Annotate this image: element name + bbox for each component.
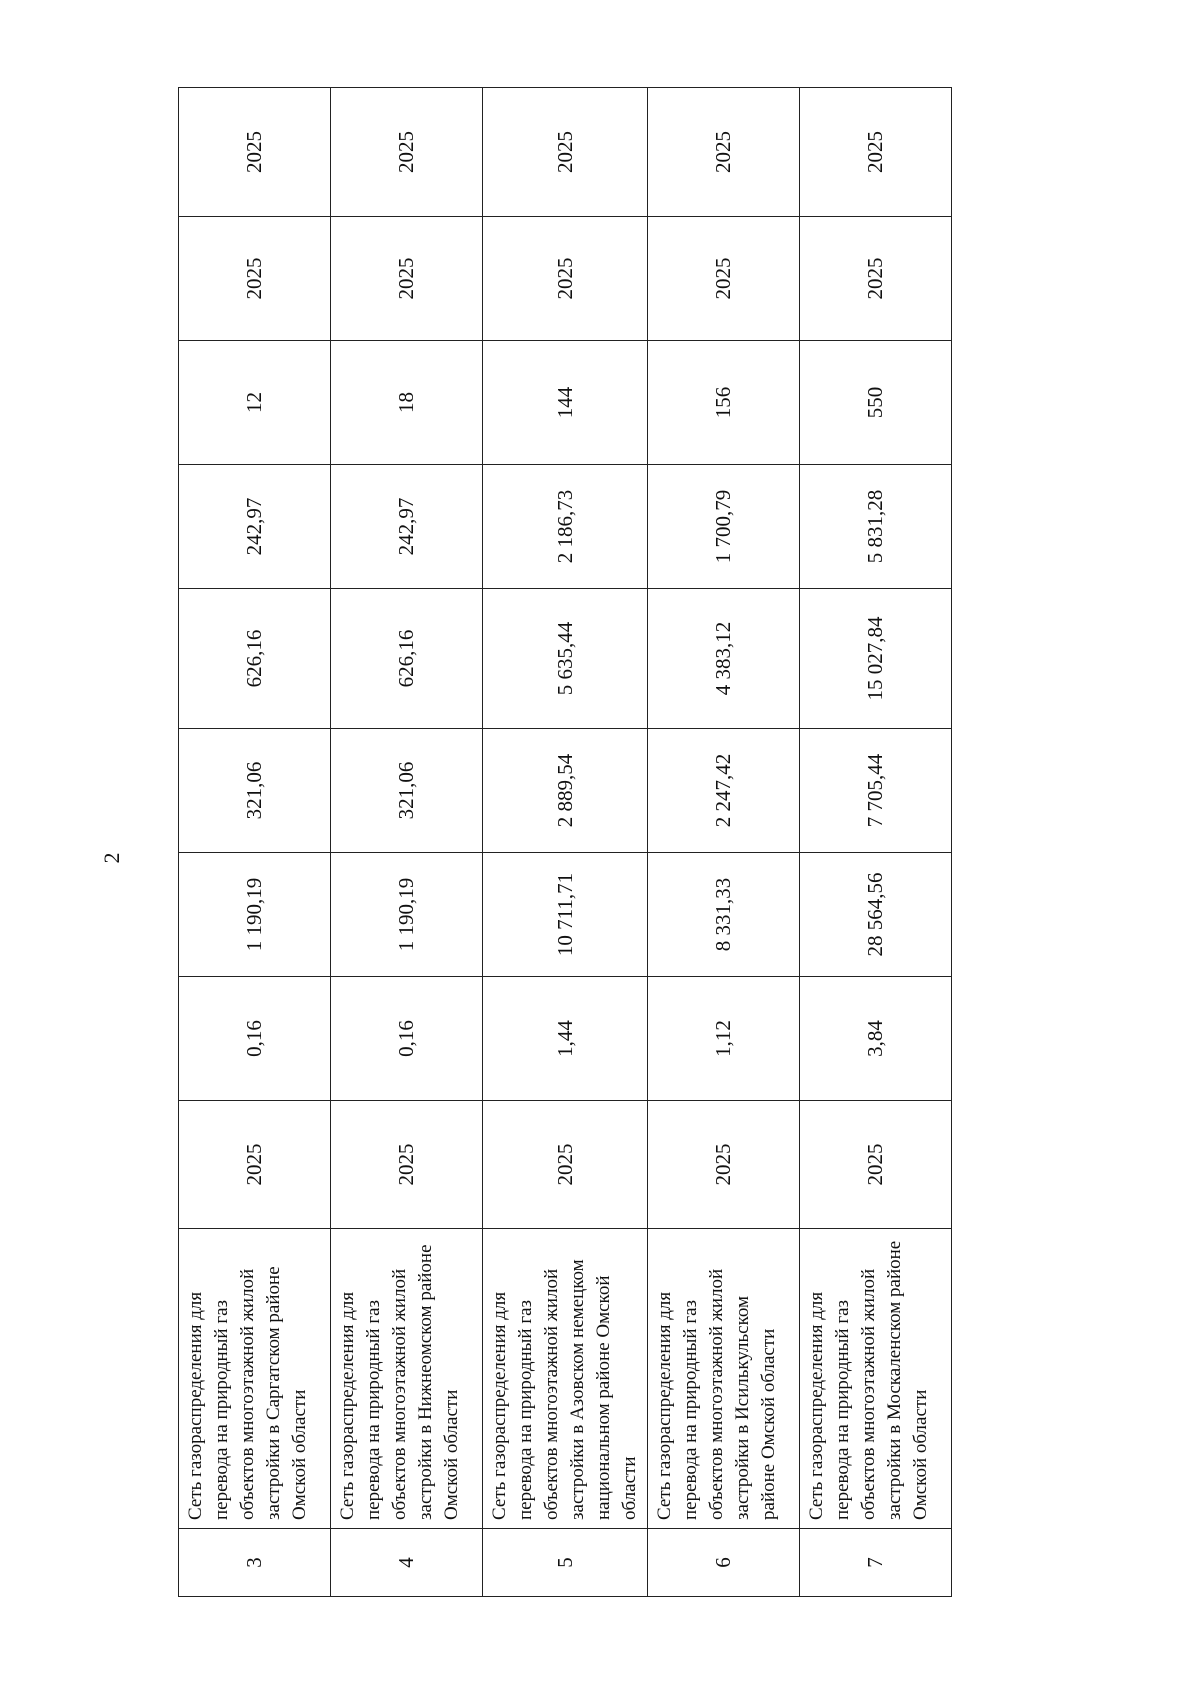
cell-c5: 1 700,79 bbox=[648, 465, 800, 589]
cell-c5: 242,97 bbox=[179, 465, 331, 589]
cell-c5: 242,97 bbox=[331, 465, 483, 589]
cell-c4: 626,16 bbox=[331, 589, 483, 729]
cell-c3: 7 705,44 bbox=[800, 729, 952, 853]
cell-c4: 626,16 bbox=[179, 589, 331, 729]
cell-c2: 8 331,33 bbox=[648, 853, 800, 977]
table-row bbox=[483, 88, 648, 1597]
table-row bbox=[331, 88, 483, 1597]
cell-c7: 2025 bbox=[648, 217, 800, 341]
cell-c3: 2 247,42 bbox=[648, 729, 800, 853]
cell-n: 5 bbox=[483, 1529, 648, 1597]
cell-c1: 1,12 bbox=[648, 977, 800, 1101]
cell-c4: 15 027,84 bbox=[800, 589, 952, 729]
cell-desc: Сеть газораспределения для перевода на природный газ объектов многоэтажной жилой застройки в Исилькульском районе Омской области bbox=[648, 1229, 800, 1529]
cell-c6: 156 bbox=[648, 341, 800, 465]
cell-year: 2025 bbox=[800, 1101, 952, 1229]
cell-c8: 2025 bbox=[800, 88, 952, 217]
data-table bbox=[178, 87, 952, 1597]
cell-n: 3 bbox=[179, 1529, 331, 1597]
cell-year: 2025 bbox=[331, 1101, 483, 1229]
cell-n: 4 bbox=[331, 1529, 483, 1597]
cell-c1: 0,16 bbox=[179, 977, 331, 1101]
table-row bbox=[179, 88, 331, 1597]
cell-c8: 2025 bbox=[483, 88, 648, 217]
cell-desc: Сеть газораспределения для перевода на природный газ объектов многоэтажной жилой застройки в Москаленском районе Омской области bbox=[800, 1229, 952, 1529]
page-number: 2 bbox=[99, 852, 124, 864]
cell-c8: 2025 bbox=[648, 88, 800, 217]
cell-c2: 1 190,19 bbox=[331, 853, 483, 977]
cell-c8: 2025 bbox=[179, 88, 331, 217]
cell-n: 6 bbox=[648, 1529, 800, 1597]
cell-year: 2025 bbox=[648, 1101, 800, 1229]
cell-c7: 2025 bbox=[483, 217, 648, 341]
cell-c6: 12 bbox=[179, 341, 331, 465]
cell-c7: 2025 bbox=[800, 217, 952, 341]
table-row bbox=[800, 88, 952, 1597]
table-row bbox=[648, 88, 800, 1597]
cell-c1: 1,44 bbox=[483, 977, 648, 1101]
cell-c2: 1 190,19 bbox=[179, 853, 331, 977]
cell-c3: 2 889,54 bbox=[483, 729, 648, 853]
cell-c5: 5 831,28 bbox=[800, 465, 952, 589]
cell-c6: 550 bbox=[800, 341, 952, 465]
cell-c4: 5 635,44 bbox=[483, 589, 648, 729]
cell-c3: 321,06 bbox=[331, 729, 483, 853]
cell-desc: Сеть газораспределения для перевода на природный газ объектов многоэтажной жилой застройки в Нижнеомском районе Омской области bbox=[331, 1229, 483, 1529]
cell-c5: 2 186,73 bbox=[483, 465, 648, 589]
cell-c8: 2025 bbox=[331, 88, 483, 217]
cell-year: 2025 bbox=[179, 1101, 331, 1229]
cell-c4: 4 383,12 bbox=[648, 589, 800, 729]
cell-c1: 0,16 bbox=[331, 977, 483, 1101]
cell-year: 2025 bbox=[483, 1101, 648, 1229]
cell-c6: 18 bbox=[331, 341, 483, 465]
cell-desc: Сеть газораспределения для перевода на природный газ объектов многоэтажной жилой застройки в Азовском немецком национальном районе Омской области bbox=[483, 1229, 648, 1529]
cell-c3: 321,06 bbox=[179, 729, 331, 853]
cell-c7: 2025 bbox=[179, 217, 331, 341]
cell-c6: 144 bbox=[483, 341, 648, 465]
cell-c1: 3,84 bbox=[800, 977, 952, 1101]
cell-n: 7 bbox=[800, 1529, 952, 1597]
cell-c7: 2025 bbox=[331, 217, 483, 341]
cell-desc: Сеть газораспределения для перевода на природный газ объектов многоэтажной жилой застройки в Саргатском районе Омской области bbox=[179, 1229, 331, 1529]
cell-c2: 28 564,56 bbox=[800, 853, 952, 977]
table-container bbox=[178, 88, 952, 1597]
cell-c2: 10 711,71 bbox=[483, 853, 648, 977]
